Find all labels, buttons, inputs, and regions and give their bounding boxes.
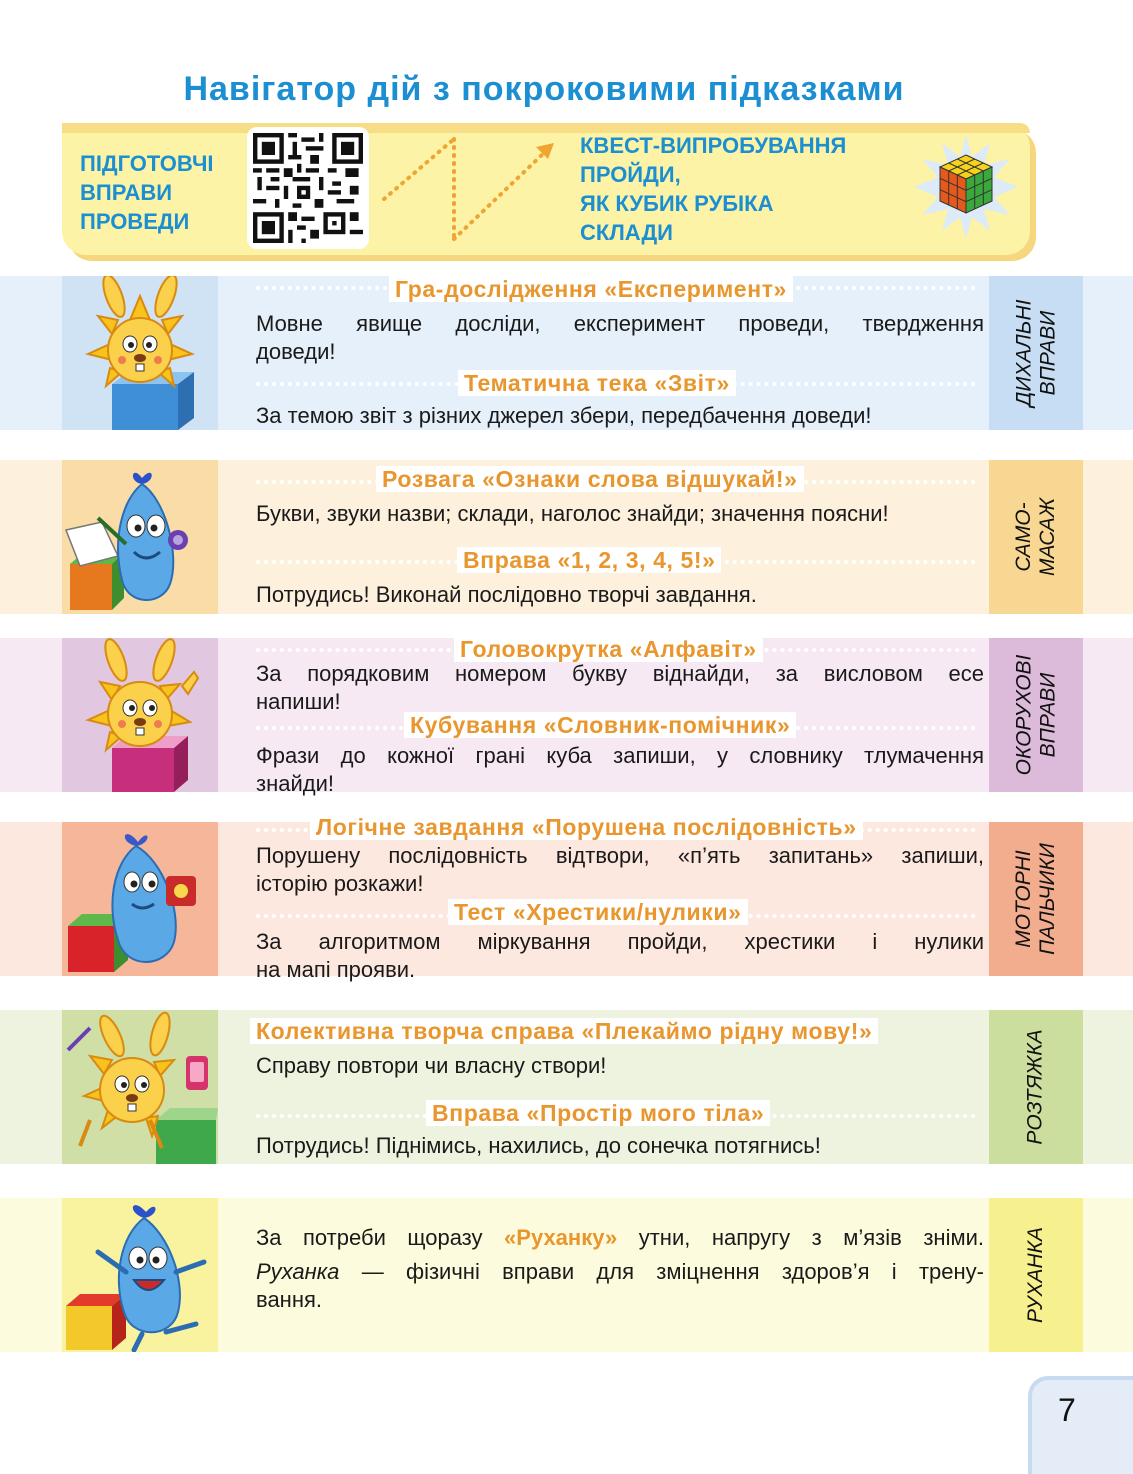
text-line: вання. [256,1287,322,1312]
drop-character-image [62,822,218,976]
text-line: Потрудись! Виконай послідовно творчі завдання. [256,582,757,607]
text-line: За алгоритмом міркування пройди, хрестики і нулики [256,929,984,954]
dotted-arrow-icon [378,129,568,247]
section-eye-exercises [0,636,1133,796]
section-text [256,402,984,430]
banner-left-line: ПІДГОТОВЧІ [80,151,214,176]
section-side-label [989,276,1083,430]
section-text [256,928,984,984]
banner-right-line: СКЛАДИ [580,220,673,245]
section-heading: Головокрутка «Алфавіт» [454,636,763,662]
section-heading: Кубування «Словник-помічник» [404,712,796,738]
banner-right-line: КВЕСТ-ВИПРОБУВАННЯ [580,133,847,158]
text-line [256,1258,984,1286]
section-side-label [989,822,1083,976]
section-text [256,1224,984,1314]
side-label-line: МОТОРНІ [1012,850,1035,948]
section-heading: Логічне завдання «Порушена послідовність» [310,814,863,840]
section-heading: Колективна творча справа «Плекаймо рідну мову!» [250,1018,878,1044]
text-fragment: За потреби щоразу [256,1225,483,1250]
banner-right-line: ПРОЙДИ, [580,162,681,187]
section-breathing [0,276,1133,430]
sun-character-image [62,638,218,792]
section-text [256,500,984,528]
text-line: напиши! [256,689,341,714]
banner-left-line: ВПРАВИ [80,180,173,205]
section-text [256,1132,984,1160]
section-heading: Тест «Хрестики/нулики» [448,899,748,925]
navigator-banner [62,123,1030,255]
section-text [256,842,984,898]
text-fragment: — фізичні вправи для зміцнення здоров’я і трену- [361,1259,984,1284]
section-side-label [989,1198,1083,1352]
text-line: За порядковим номером букву віднайди, за висловом есе [256,661,984,686]
side-label-line: ВПРАВИ [1036,672,1060,758]
drop-character-image [62,460,218,614]
qr-code[interactable] [247,127,369,249]
sun-character-image [62,276,218,430]
page-number-tab [1028,1376,1133,1474]
side-label-line: САМО- [1012,502,1035,572]
section-heading: Вправа «1, 2, 3, 4, 5!» [457,547,721,573]
section-text [256,660,984,716]
section-self-massage [0,460,1133,614]
drop-character-image [62,1198,218,1352]
section-warmup [0,1198,1133,1352]
section-side-label [989,460,1083,614]
section-stretching [0,1010,1133,1164]
qr-code-icon [253,133,363,243]
highlight-term: «Руханку» [504,1225,618,1250]
section-heading: Тематична тека «Звіт» [458,370,736,396]
section-heading: Гра-дослідження «Експеримент» [389,276,793,302]
text-line: Порушену послідовність відтвори, «п’ять запитань» запиши, [256,843,984,868]
text-line: на мапі прояви. [256,957,416,982]
side-label-line: МАСАЖ [1036,497,1059,577]
side-label-line: РУХАНКА [1024,1226,1047,1324]
text-line: знайди! [256,771,334,796]
text-line: доведи! [256,339,336,364]
page-number: 7 [1058,1392,1076,1428]
section-motor-fingers [0,814,1133,982]
text-fragment: утни, напругу з м’язів зніми. [638,1225,984,1250]
sun-character-image [62,1010,218,1164]
text-line: Мовне явище досліди, експеримент проведи, твердження [256,311,984,336]
section-text [256,1052,984,1080]
page-title: Навігатор дій з покроковими підказками [183,70,905,108]
section-text [256,310,984,366]
section-side-label [989,1010,1083,1164]
section-heading: Розвага «Ознаки слова відшукай!» [376,466,804,492]
section-text [256,742,984,798]
text-line: Потрудись! Піднімись, нахились, до сонечка потягнись! [256,1133,821,1158]
section-text [256,581,984,609]
text-line: За темою звіт з різних джерел збери, передбачення доведи! [256,403,872,428]
side-label-line: ДИХАЛЬНІ [1012,299,1036,407]
side-label-line: РОЗТЯЖКА [1024,1029,1047,1145]
italic-term: Руханка [256,1259,340,1284]
text-line [256,1224,984,1252]
banner-left-line: ПРОВЕДИ [80,209,190,234]
side-label-line: ВПРАВИ [1036,310,1060,396]
banner-right-line: ЯК КУБИК РУБІКА [580,191,774,216]
text-line: Фрази до кожної грані куба запиши, у словнику тлумачення [256,743,984,768]
text-line: історію розкажи! [256,871,424,896]
section-side-label [989,638,1083,792]
rubiks-cube-icon [914,135,1018,239]
banner-left-text [80,149,250,236]
text-line: Справу повтори чи власну створи! [256,1053,607,1078]
text-line: Букви, звуки назви; склади, наголос знайди; значення поясни! [256,501,889,526]
section-heading: Вправа «Простір мого тіла» [426,1100,770,1126]
banner-right-text [580,131,910,247]
side-label-line: ОКОРУХОВІ [1012,654,1036,776]
side-label-line: ПАЛЬЧИКИ [1036,843,1059,955]
